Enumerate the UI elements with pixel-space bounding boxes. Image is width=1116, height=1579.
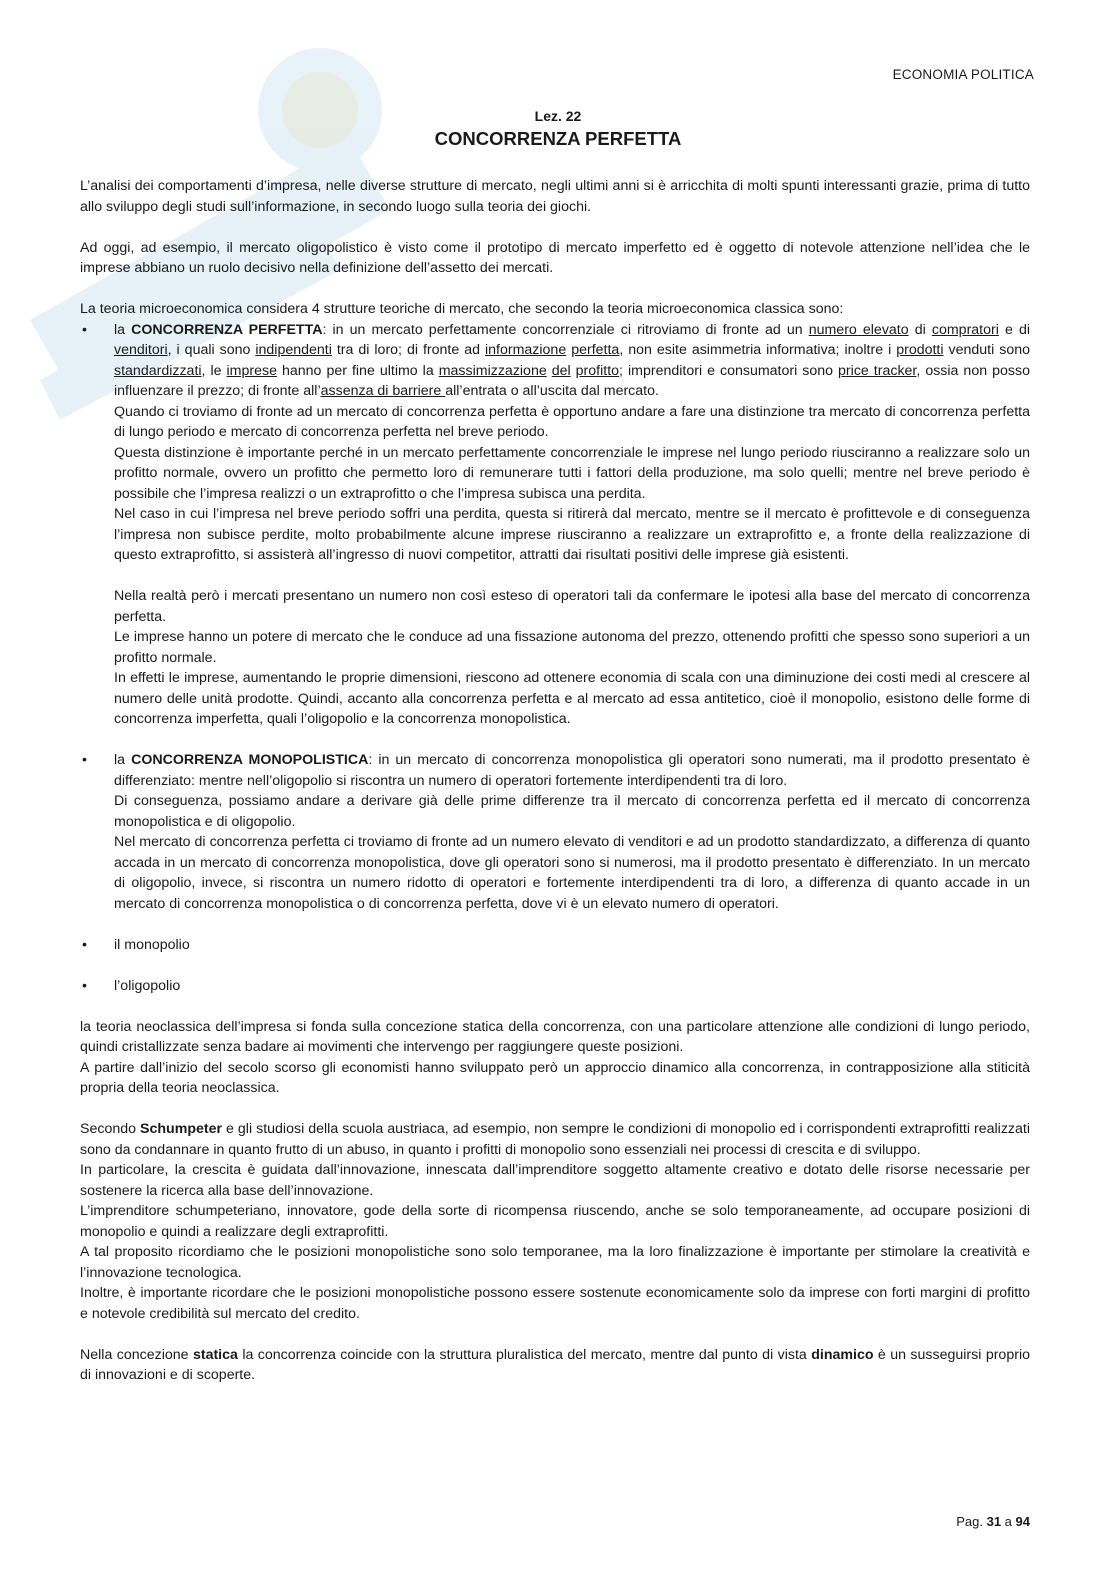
list-item-concorrenza-monopolistica <box>80 750 1030 914</box>
paragraph: Secondo Schumpeter e gli studiosi della scuola austriaca, ad esempio, non sempre le condizioni di monopolio ed i corrispondenti extraprofitti realizzati sono da condannare in quanto frutto di un abuso, in quanto i profitti di monopolio sono essenziali nei processi di crescita e di sviluppo. <box>80 1121 1030 1158</box>
term-dinamico: dinamico <box>811 1346 874 1363</box>
paragraph: la teoria neoclassica dell’impresa si fonda sulla concezione statica della concorrenza, con una particolare attenzione alle condizioni di lungo periodo, quindi cristallizzate senza badare ai movimenti che intervengo per raggiungere queste posizioni. <box>80 1018 1030 1055</box>
list-item-concorrenza-perfetta <box>80 320 1030 730</box>
paragraph: Nel mercato di concorrenza perfetta ci troviamo di fronte ad un numero elevato di venditori e ad un prodotto standardizzato, a differenza di quanto accada in un mercato di concorrenza monopolistica, dove gli operatori sono si numerosi, ma il prodotto presentato è differenziato. In un mercato di oligopolio, invece, si riscontra un numero ridotto di operatori e fortemente interdipendenti tra di loro, a differenza di quanto accade in un mercato di concorrenza monopolistica o di concorrenza perfetta, dove vi è un elevato numero di operatori. <box>114 834 1030 912</box>
paragraph: Ad oggi, ad esempio, il mercato oligopolistico è visto come il prototipo di mercato imperfetto ed è oggetto di notevole attenzione nell’idea che le imprese abbiano un ruolo decisivo nella definizione dell’assetto dei mercati. <box>80 239 1030 276</box>
paragraph: Quando ci troviamo di fronte ad un mercato di concorrenza perfetta è opportuno andare a fare una distinzione tra mercato di concorrenza perfetta di lungo periodo e mercato di concorrenza perfetta nel breve periodo. <box>114 403 1030 440</box>
bullet-icon: • <box>82 936 87 953</box>
paragraph: A tal proposito ricordiamo che le posizioni monopolistiche sono solo temporanee, ma la loro finalizzazione è importante per stimolare la creatività e l’innovazione tecnologica. <box>80 1244 1030 1281</box>
term-schumpeter: Schumpeter <box>140 1121 223 1137</box>
paragraph: Di conseguenza, possiamo andare a derivare già delle prime differenze tra il mercato di concorrenza perfetta ed il mercato di concorrenza monopolistica e di oligopolio. <box>114 793 1030 830</box>
paragraph: Le imprese hanno un potere di mercato che le conduce ad una fissazione autonoma del prezzo, ottenendo profitti che spesso sono superiori a un profitto normale. <box>114 629 1030 666</box>
paragraph: l’oligopolio <box>114 977 181 994</box>
page-title: CONCORRENZA PERFETTA <box>434 128 682 149</box>
document-body <box>80 176 1030 1386</box>
paragraph: A partire dall’inizio del secolo scorso gli economisti hanno sviluppato però un approccio dinamico alla concorrenza, in contrapposizione alla stiticità propria della teoria neoclassica. <box>80 1059 1030 1096</box>
page-number: Pag. 31 a 94 <box>956 1514 1030 1529</box>
term-concorrenza-monopolistica: CONCORRENZA MONOPOLISTICA <box>131 752 369 768</box>
paragraph: L’analisi dei comportamenti d’impresa, nelle diverse strutture di mercato, negli ultimi anni si è arricchita di molti spunti interessanti grazie, prima di tutto allo sviluppo degli studi sull’informazione, in secondo luogo sulla teoria dei giochi. <box>80 178 1030 215</box>
paragraph: Nella realtà però i mercati presentano un numero non così esteso di operatori tali da confermare le ipotesi alla base del mercato di concorrenza perfetta. <box>114 588 1030 625</box>
course-header: ECONOMIA POLITICA <box>892 67 1034 82</box>
lesson-number: Lez. 22 <box>534 108 582 124</box>
term-concorrenza-perfetta: CONCORRENZA PERFETTA <box>131 321 323 338</box>
bullet-icon: • <box>82 321 87 338</box>
paragraph: In effetti le imprese, aumentando le proprie dimensioni, riescono ad ottenere economia di scala con una diminuzione dei costi medi al crescere al numero delle unità prodotte. Quindi, accanto alla concorrenza perfetta e al mercato ad essa antitetico, cioè il monopolio, esistono delle forme di concorrenza imperfetta, quali l’oligopolio e la concorrenza monopolistica. <box>114 670 1030 727</box>
paragraph: Nel caso in cui l’impresa nel breve periodo soffri una perdita, questa si ritirerà dal mercato, mentre se il mercato è profittevole e di conseguenza l’impresa non subisce perdite, molto probabilmente alcune imprese riusciranno a realizzare un extraprofitto e, a fronte della realizzazione di questo extraprofitto, si assisterà all’ingresso di nuovi competitor, attratti dai risultati positivi delle imprese già esistenti. <box>114 506 1030 563</box>
paragraph: Inoltre, è importante ricordare che le posizioni monopolistiche possono essere sostenute economicamente solo da imprese con forti margini di profitto e notevole credibilità sul mercato del credito. <box>80 1285 1030 1322</box>
paragraph: la CONCORRENZA MONOPOLISTICA: in un mercato di concorrenza monopolistica gli operatori sono numerati, ma il prodotto presentato è differenziato: mentre nell’oligopolio si riscontra un numero di operatori fortemente interdipendenti tra di loro. <box>114 752 1031 789</box>
paragraph: la CONCORRENZA PERFETTA: in un mercato perfettamente concorrenziale ci ritroviamo di fronte ad un numero elevato di compratori e di venditori, i quali sono indipendenti tra di loro; di fronte ad informazione perfetta, non esite asimmetria informativa; inoltre i prodotti venduti sono standardizzati, le imprese hanno per fine ultimo la massimizzazione del profitto; imprenditori e consumatori sono price tracker, ossia non posso influenzare il prezzo; di fronte all’assenza di barriere all’entrata o all’uscita dal mercato. <box>114 321 1031 399</box>
list-item-monopolio <box>80 935 1030 956</box>
list-item-oligopolio <box>80 976 1030 997</box>
paragraph: Nella concezione statica la concorrenza coincide con la struttura pluralistica del mercato, mentre dal punto di vista dinamico è un susseguirsi proprio di innovazioni e di scoperte. <box>80 1346 1030 1383</box>
term-statica: statica <box>192 1346 238 1363</box>
paragraph: La teoria microeconomica considera 4 strutture teoriche di mercato, che secondo la teoria microeconomica classica sono: <box>80 301 844 317</box>
bullet-icon: • <box>82 752 87 768</box>
paragraph: il monopolio <box>114 936 190 953</box>
bullet-icon: • <box>82 977 87 994</box>
paragraph: In particolare, la crescita è guidata dall’innovazione, innescata dall’imprenditore soggetto altamente creativo e dotato delle risorse necessarie per sostenere la ricerca alla base dell’innovazione. <box>80 1162 1030 1199</box>
paragraph: L’imprenditore schumpeteriano, innovatore, gode della sorte di ricompensa riuscendo, anche se solo temporaneamente, ad occupare posizioni di monopolio e quindi a realizzare degli extraprofitti. <box>80 1203 1030 1240</box>
paragraph: Questa distinzione è importante perché in un mercato perfettamente concorrenziale le imprese nel lungo periodo riusciranno a realizzare solo un profitto normale, ovvero un profitto che permetto loro di remunerare tutti i fattori della produzione, ma solo quelli; mentre nel breve periodo è possibile che l’impresa realizzi o un extraprofitto o che l’impresa subisca una perdita. <box>114 444 1030 502</box>
